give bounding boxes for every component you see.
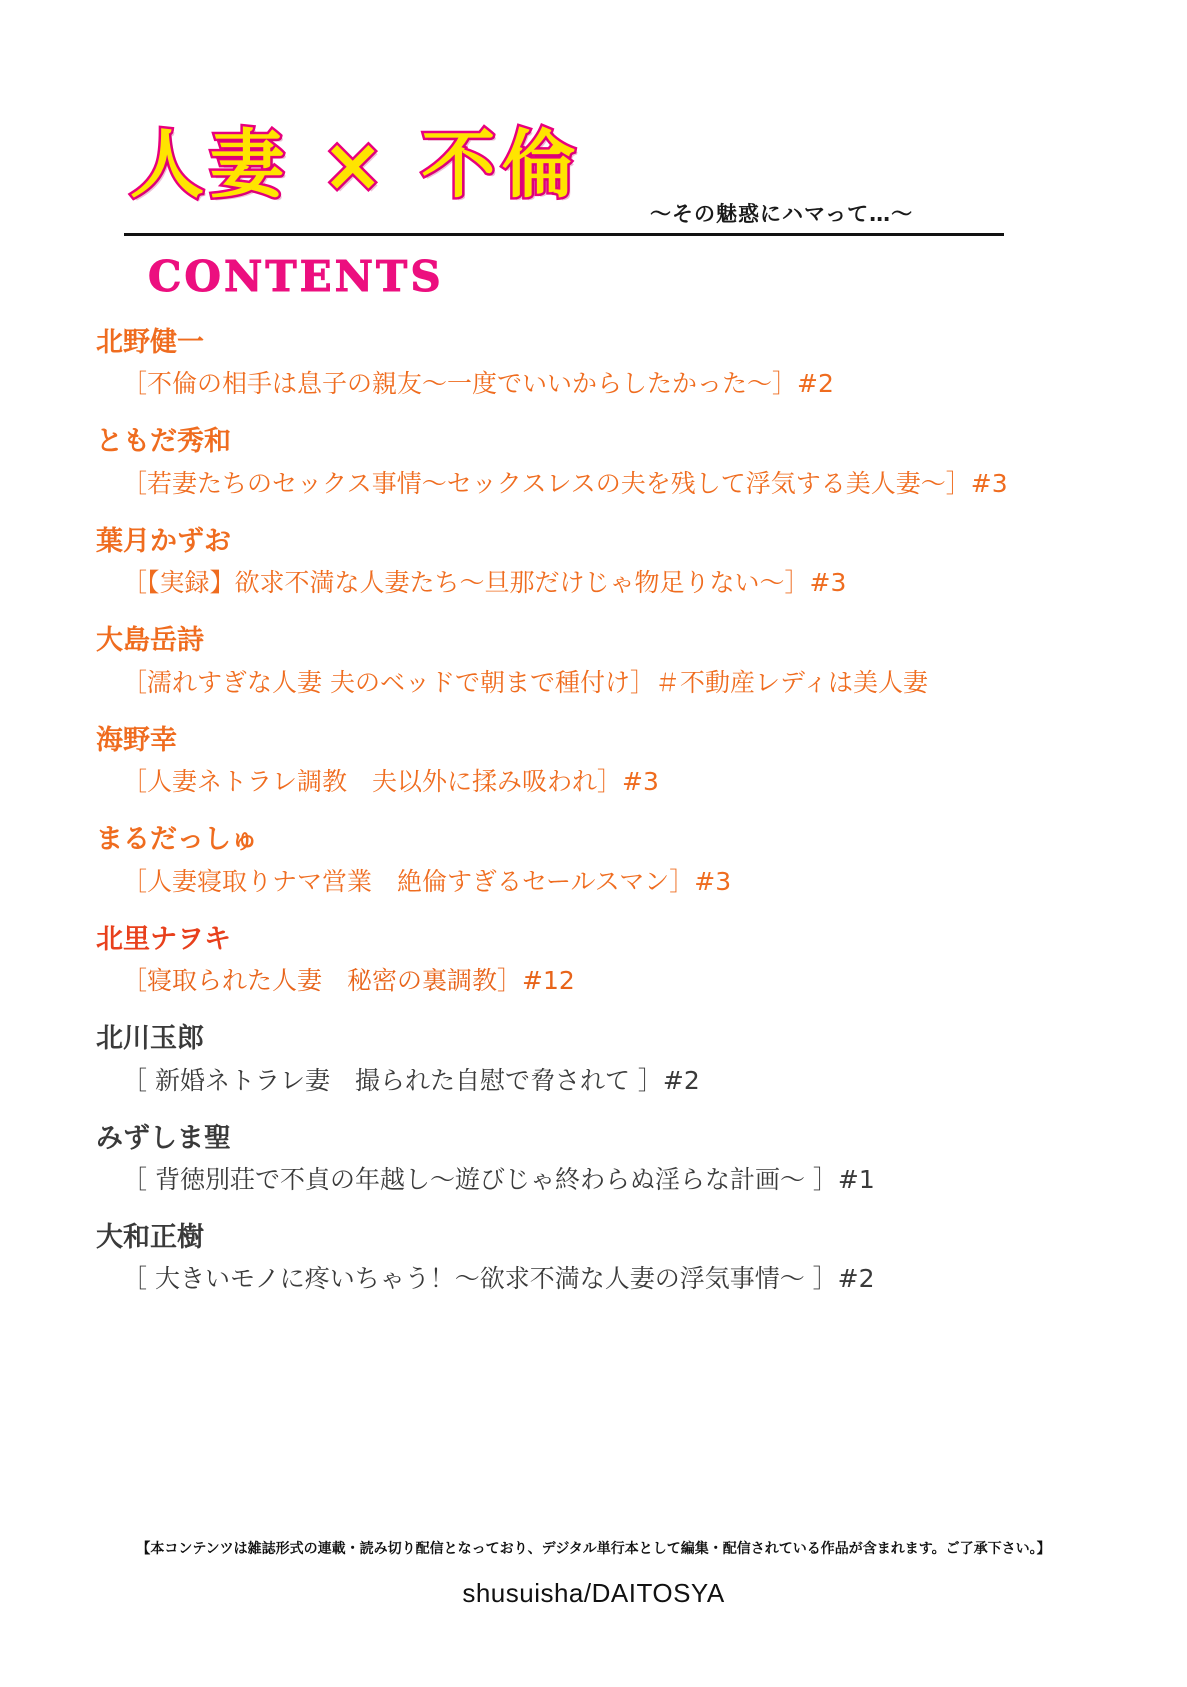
entry-author: 大島岳詩 (96, 625, 204, 657)
page-subtitle: 〜その魅惑にハマって…〜 (650, 202, 914, 226)
entry-title: ［ 新婚ネトラレ妻 撮られた自慰で脅されて ］#2 (122, 1065, 700, 1095)
contents-heading: CONTENTS (148, 252, 444, 301)
entry-author: 海野幸 (96, 724, 177, 756)
list-item[interactable] (0, 922, 1187, 998)
entry-title: ［【実録】欲求不満な人妻たち〜旦那だけじゃ物足りない〜］#3 (122, 568, 847, 598)
page-header (0, 120, 1187, 260)
table-of-contents (0, 325, 1187, 1319)
footer-imprint: shusuisha/DAITOSYA (462, 1578, 725, 1608)
footer-disclaimer: 【本コンテンツは雑誌形式の連載・読み切り配信となっており、デジタル単行本として編集・配信されている作品が含まれます。ご了承下さい。】 (136, 1541, 1051, 1557)
entry-title: ［濡れすぎな人妻 夫のベッドで朝まで種付け］＃不動産レディは美人妻 (122, 667, 928, 697)
list-item[interactable] (0, 723, 1187, 799)
entry-title: ［人妻寝取りナマ営業 絶倫すぎるセールスマン］#3 (122, 866, 732, 896)
page-title: 人妻 × 不倫 (130, 122, 582, 208)
list-item[interactable] (0, 1021, 1187, 1097)
entry-title: ［寝取られた人妻 秘密の裏調教］#12 (122, 966, 575, 996)
list-item[interactable] (0, 424, 1187, 500)
list-item[interactable] (0, 822, 1187, 898)
entry-author: 葉月かずお (96, 525, 231, 557)
entry-author: まるだっしゅ (96, 824, 258, 856)
entry-author: 北里ナヲキ (96, 923, 231, 955)
entry-title: ［ 背徳別荘で不貞の年越し〜遊びじゃ終わらぬ淫らな計画〜 ］#1 (122, 1164, 875, 1194)
header-divider (124, 233, 1004, 236)
entry-author: ともだ秀和 (96, 426, 231, 458)
list-item[interactable] (0, 1121, 1187, 1197)
entry-title: ［若妻たちのセックス事情〜セックスレスの夫を残して浮気する美人妻〜］#3 (122, 468, 1008, 498)
entry-title: ［不倫の相手は息子の親友〜一度でいいからしたかった〜］#2 (122, 369, 834, 399)
entry-author: 大和正樹 (96, 1221, 204, 1253)
entry-author: みずしま聖 (96, 1122, 231, 1154)
list-item[interactable] (0, 623, 1187, 699)
entry-author: 北川玉郎 (96, 1023, 204, 1055)
entry-title: ［人妻ネトラレ調教 夫以外に揉み吸われ］#3 (122, 767, 659, 797)
entry-title: ［ 大きいモノに疼いちゃう！〜欲求不満な人妻の浮気事情〜 ］#2 (122, 1264, 875, 1294)
entry-author: 北野健一 (96, 327, 204, 358)
list-item[interactable] (0, 1220, 1187, 1296)
list-item[interactable] (0, 325, 1187, 401)
list-item[interactable] (0, 524, 1187, 600)
